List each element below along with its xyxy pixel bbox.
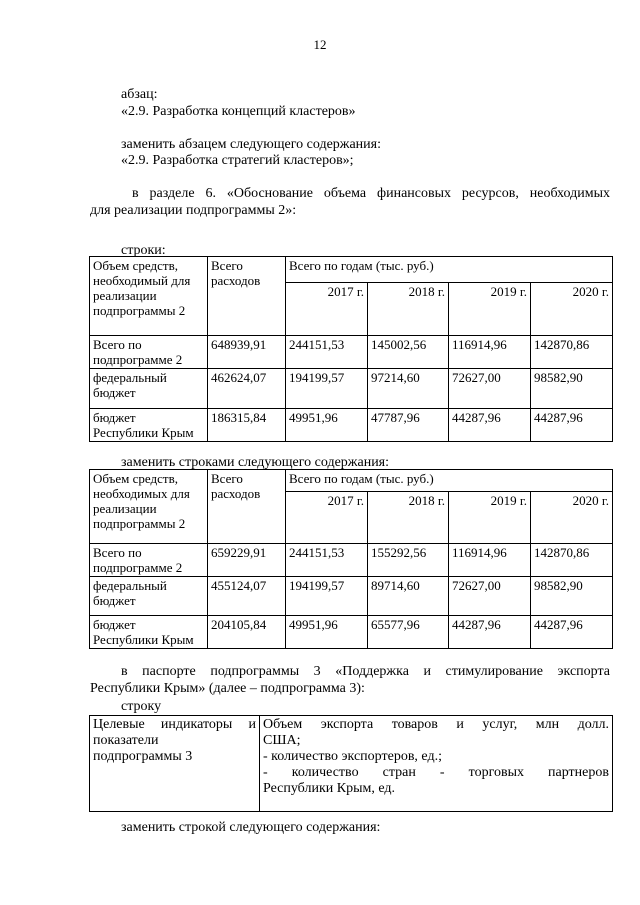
header-volume: Объем средств, необходимый для реализации подпрограммы 2 [90,257,208,336]
header-volume: Объем средств, необходимых для реализации подпрограммы 2 [90,470,208,544]
row-label: Всего по подпрограмме 2 [90,336,208,369]
section6-intro-line1: в разделе 6. «Обоснование объема финансовых ресурсов, необходимых [132,186,610,201]
table-row [90,336,613,369]
passport-intro-line2: Республики Крым» (далее – подпрограмма 3): [90,681,365,696]
header-by-years: Всего по годам (тыс. руб.) [286,257,613,283]
cell-value: 142870,86 [531,544,613,577]
row-label: федеральный бюджет [90,369,208,409]
cell-value: 116914,96 [449,544,531,577]
header-total: Всего расходов [208,470,286,544]
table-row [90,577,613,616]
row-label: федеральный бюджет [90,577,208,616]
header-year: 2018 г. [368,283,449,336]
rows-label: строки: [121,243,166,258]
cell-value: 65577,96 [368,616,449,649]
cell-value: 72627,00 [449,577,531,616]
cell-total: 204105,84 [208,616,286,649]
replace-row-label: заменить строкой следующего содержания: [121,820,381,835]
cell-value: 97214,60 [368,369,449,409]
table-row [90,616,613,649]
table-row [90,409,613,442]
cell-value: 47787,96 [368,409,449,442]
header-year: 2020 г. [531,492,613,544]
cell-value: 155292,56 [368,544,449,577]
cell-value: 244151,53 [286,336,368,369]
cell-value: 44287,96 [449,616,531,649]
cell-value: 89714,60 [368,577,449,616]
page-number: 12 [313,37,327,52]
cell-value: 44287,96 [449,409,531,442]
paragraph-old-text: «2.9. Разработка концепций кластеров» [121,104,356,119]
row-label: бюджет Республики Крым [90,616,208,649]
cell-value: 44287,96 [531,616,613,649]
header-year: 2017 г. [286,283,368,336]
cell-value: 142870,86 [531,336,613,369]
header-by-years: Всего по годам (тыс. руб.) [286,470,613,492]
cell-total: 186315,84 [208,409,286,442]
cell-value: 72627,00 [449,369,531,409]
cell-total: 659229,91 [208,544,286,577]
cell-value: 44287,96 [531,409,613,442]
header-year: 2017 г. [286,492,368,544]
section6-intro-line2: для реализации подпрограммы 2»: [90,203,297,218]
paragraph-replace-label: заменить абзацем следующего содержания: [121,137,381,152]
row-label: Всего по подпрограмме 2 [90,544,208,577]
cell-value: 98582,90 [531,369,613,409]
cell-value: 244151,53 [286,544,368,577]
cell-value: 49951,96 [286,409,368,442]
cell-value: 49951,96 [286,616,368,649]
cell-total: 648939,91 [208,336,286,369]
indicators-value-cell: Объем экспорта товаров и услуг, млн долл. США; - количество экспортеров, ед.; - количество стран - торговых партнеров Республики Крым, ед. [260,716,613,812]
cell-value: 194199,57 [286,369,368,409]
cell-total: 462624,07 [208,369,286,409]
replace-rows-label: заменить строками следующего содержания: [121,455,390,470]
header-year: 2019 г. [449,492,531,544]
indicators-label-cell: Целевые индикаторы и показатели подпрограммы 3 [90,716,260,812]
indicators-table [89,715,613,812]
table-row [90,544,613,577]
cell-value: 116914,96 [449,336,531,369]
passport-intro-line1: в паспорте подпрограммы 3 «Поддержка и стимулирование экспорта [121,664,610,679]
header-year: 2019 г. [449,283,531,336]
cell-total: 455124,07 [208,577,286,616]
header-total: Всего расходов [208,257,286,336]
finance-table-old [89,256,613,442]
finance-table-new [89,469,613,649]
row-label: бюджет Республики Крым [90,409,208,442]
table-row [90,369,613,409]
header-year: 2018 г. [368,492,449,544]
paragraph-label: абзац: [121,87,158,102]
header-year: 2020 г. [531,283,613,336]
paragraph-new-text: «2.9. Разработка стратегий кластеров»; [121,153,354,168]
cell-value: 194199,57 [286,577,368,616]
cell-value: 145002,56 [368,336,449,369]
row-label-old: строку [121,699,162,714]
cell-value: 98582,90 [531,577,613,616]
